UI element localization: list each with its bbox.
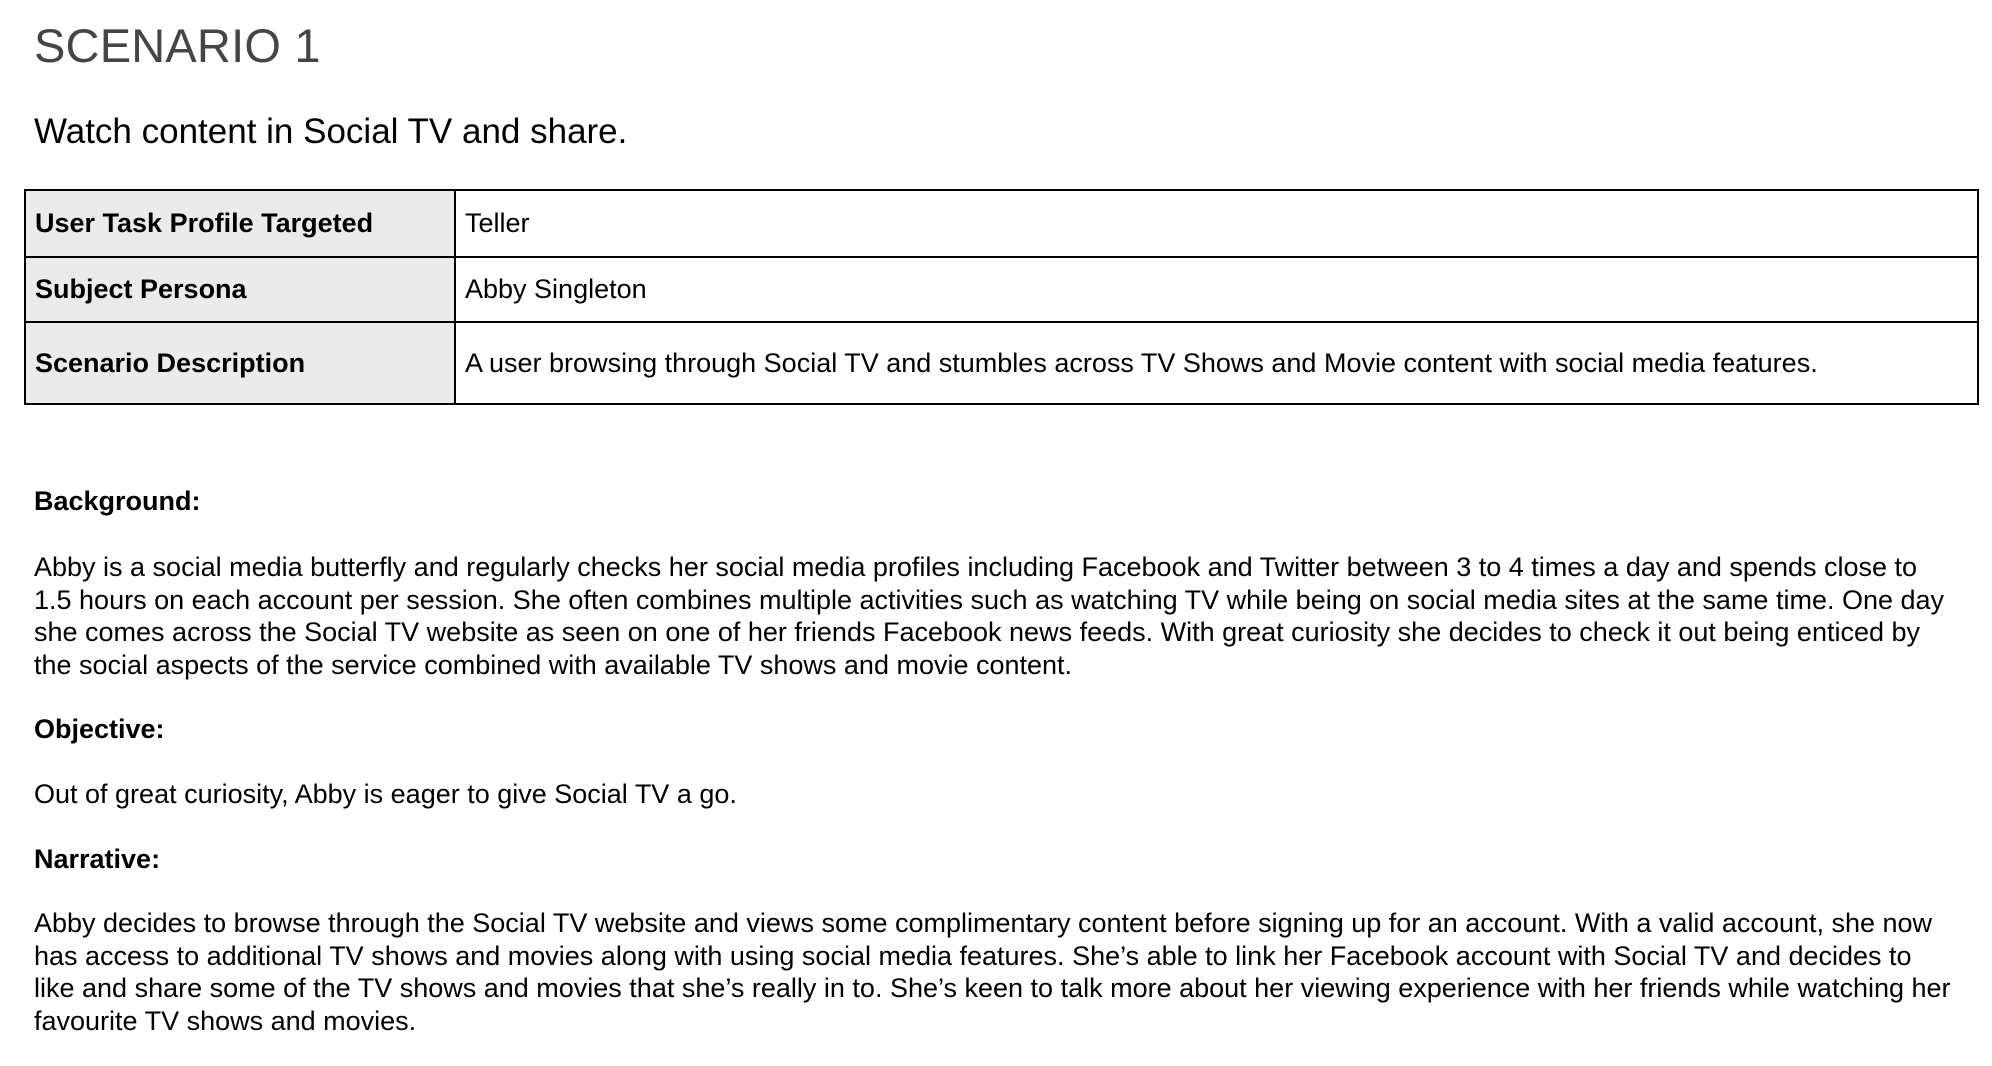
table-row-scenario-description	[25, 322, 1978, 404]
scenario-info-table	[24, 189, 1979, 405]
row-label-subject-persona: Subject Persona	[25, 257, 455, 322]
table-row-subject-persona	[25, 257, 1978, 322]
scenario-subtitle: Watch content in Social TV and share.	[34, 112, 628, 151]
narrative-heading: Narrative:	[34, 844, 161, 874]
scenario-title: SCENARIO 1	[34, 19, 321, 72]
objective-heading: Objective:	[34, 714, 165, 744]
narrative-text: Abby decides to browse through the Social TV website and views some complimentary content before signing up for an account. With a valid account, she now has access to additional TV shows and movies along with using social media features. She’s able to link her Facebook account with Social TV and decides to like and share some of the TV shows and movies that she’s really in to. She’s keen to talk more about her viewing experience with her friends while watching her favourite TV shows and movies.	[34, 908, 1951, 1036]
table-row-user-task-profile	[25, 190, 1978, 257]
objective-text: Out of great curiosity, Abby is eager to give Social TV a go.	[34, 779, 737, 809]
row-label-user-task-profile: User Task Profile Targeted	[25, 190, 455, 257]
background-text: Abby is a social media butterfly and regularly checks her social media profiles including Facebook and Twitter between 3 to 4 times a day and spends close to 1.5 hours on each account per session. She often combines multiple activities such as watching TV while being on social media sites at the same time. One day she comes across the Social TV website as seen on one of her friends Facebook news feeds. With great curiosity she decides to check it out being enticed by the social aspects of the service combined with available TV shows and movie content.	[34, 552, 1945, 680]
row-value-subject-persona: Abby Singleton	[455, 257, 1978, 322]
row-value-user-task-profile: Teller	[455, 190, 1978, 257]
background-heading: Background:	[34, 486, 201, 516]
row-value-scenario-description: A user browsing through Social TV and stumbles across TV Shows and Movie content with social media features.	[455, 322, 1978, 404]
row-label-scenario-description: Scenario Description	[25, 322, 455, 404]
